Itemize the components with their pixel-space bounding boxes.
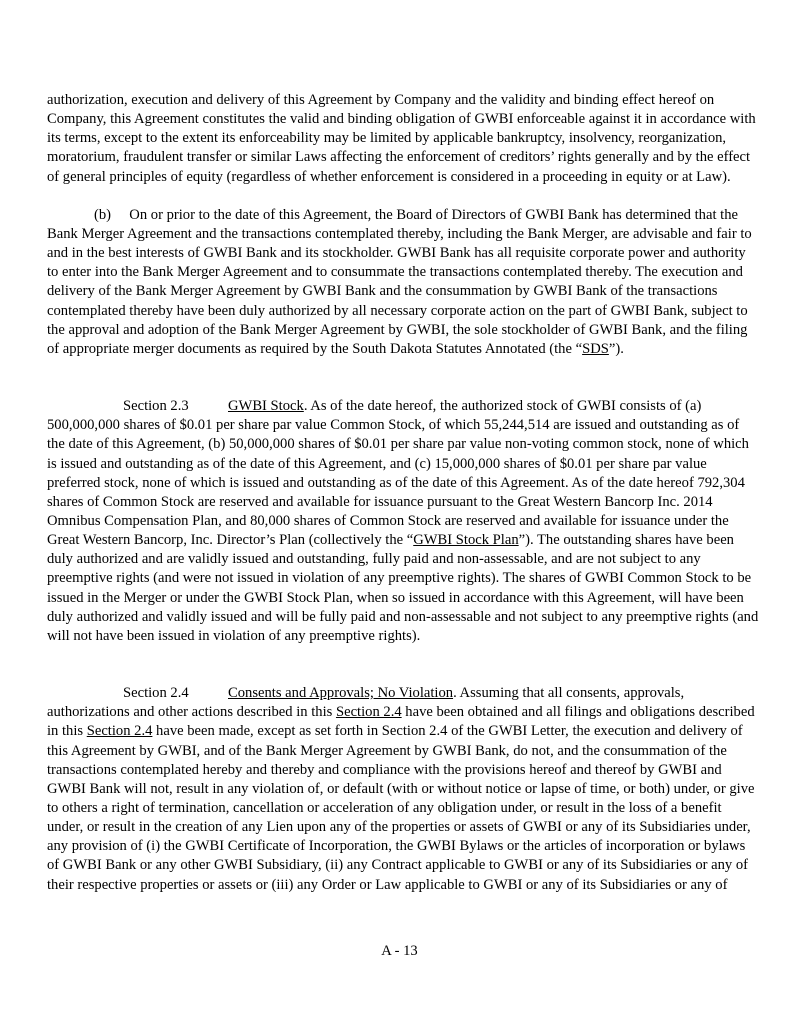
section-2-4-heading: Consents and Approvals; No Violation (228, 685, 454, 702)
document-body (47, 91, 759, 933)
paragraph-b (47, 206, 759, 359)
section-2-3-text-1: . As of the date hereof, the authorized stock of GWBI consists of (a) 500,000,000 shares of $0.01 per share par value Common Stock, of which 55,244,514 are issued and outstanding as of the date of this Agreement, (b) 50,000,000 shares of $0.01 per share par value non-voting common stock, none of which is issued and outstanding as of the date of this Agreement, and (c) 15,000,000 shares of $0.01 per share par value preferred stock, none of which is issued and outstanding as of the date of this Agreement. As of the date hereof 792,304 shares of Common Stock are reserved and available for issuance pursuant to the Great Western Bancorp Inc. 2014 Omnibus Compensation Plan, and 80,000 shares of Common Stock are reserved and available for issuance under the Great Western Bancorp, Inc. Director’s Plan (collectively the “ (47, 398, 749, 549)
section-2-4-ref-1: Section 2.4 (335, 704, 402, 721)
section-2-4-text-3: have been made, except as set forth in Section 2.4 of the GWBI Letter, the execution and delivery of this Agreement by GWBI, and of the Bank Merger Agreement by GWBI Bank, do not, and the consummation of the transactions contemplated hereby and thereby and compliance with the provisions hereof and thereof by GWBI and GWBI Bank will not, result in any violation of, or default (with or without notice or lapse of time, or both) under, or give to others a right of termination, cancellation or acceleration of any obligation under, or result in the loss of a benefit under, or result in the creation of any Lien upon any of the properties or assets of GWBI or any of its Subsidiaries under, any provision of (i) the GWBI Certificate of Incorporation, the GWBI Bylaws or the articles of incorporation or bylaws of GWBI Bank or any other GWBI Subsidiary, (ii) any Contract applicable to GWBI or any of its Subsidiaries or any of their respective properties or assets or (iii) any Order or Law applicable to GWBI or any of its Subsidiaries or any of (47, 723, 755, 893)
section-2-4-number: Section 2.4 (123, 685, 189, 702)
section-2-4-ref-2: Section 2.4 (86, 723, 153, 740)
section-2-3-text-2: ”). The outstanding shares have been duly authorized and are validly issued and outstanding, fully paid and non-assessable, and are not subject to any preemptive rights (and were not issued in violation of any preemptive rights). The shares of GWBI Common Stock to be issued in the Merger or under the GWBI Stock Plan, when so issued in accordance with this Agreement, will have been duly authorized and validly issued and will be fully paid and non-assessable and not subject to any preemptive rights (and will not have been issued in violation of any preemptive rights). (47, 532, 759, 644)
paragraph-b-label: (b) (94, 206, 112, 223)
section-2-4 (47, 684, 759, 895)
paragraph-b-tail: ”). (608, 340, 624, 357)
defined-term-sds: SDS (582, 340, 609, 357)
section-2-3-heading: GWBI Stock (228, 398, 304, 415)
paragraph-b-text: On or prior to the date of this Agreement, the Board of Directors of GWBI Bank has determined that the Bank Merger Agreement and the transactions contemplated thereby, including the Bank Merger, are advisable and fair to and in the best interests of GWBI Bank and its stockholder. GWBI Bank has all requisite corporate power and authority to enter into the Bank Merger Agreement and to consummate the transactions contemplated thereby. The execution and delivery of the Bank Merger Agreement by GWBI Bank and the consummation by GWBI Bank of the transactions contemplated thereby have been duly authorized by all necessary corporate action on the part of GWBI Bank, subject to the approval and adoption of the Bank Merger Agreement by GWBI, the sole stockholder of GWBI Bank, and the filing of appropriate merger documents as required by the South Dakota Statutes Annotated (the “ (47, 206, 752, 357)
section-2-3 (47, 397, 759, 646)
section-2-4-text-2: have been obtained and all filings and obligations described in this (47, 704, 755, 740)
defined-term-gwbi-stock-plan: GWBI Stock Plan (413, 532, 519, 549)
paragraph-continuation: authorization, execution and delivery of this Agreement by Company and the validity and binding effect hereof on Company, this Agreement constitutes the valid and binding obligation of GWBI enforceable against it in accordance with its terms, except to the extent its enforceability may be limited by applicable bankruptcy, insolvency, reorganization, moratorium, fraudulent transfer or similar Laws affecting the enforcement of creditors’ rights generally and by the effect of general principles of equity (regardless of whether enforcement is considered in a proceeding in equity or at Law). (47, 92, 756, 185)
page-number: A - 13 (381, 943, 418, 959)
section-2-3-number: Section 2.3 (123, 398, 189, 415)
section-2-4-text-1: . Assuming that all consents, approvals, authorizations and other actions described in this (47, 685, 685, 721)
